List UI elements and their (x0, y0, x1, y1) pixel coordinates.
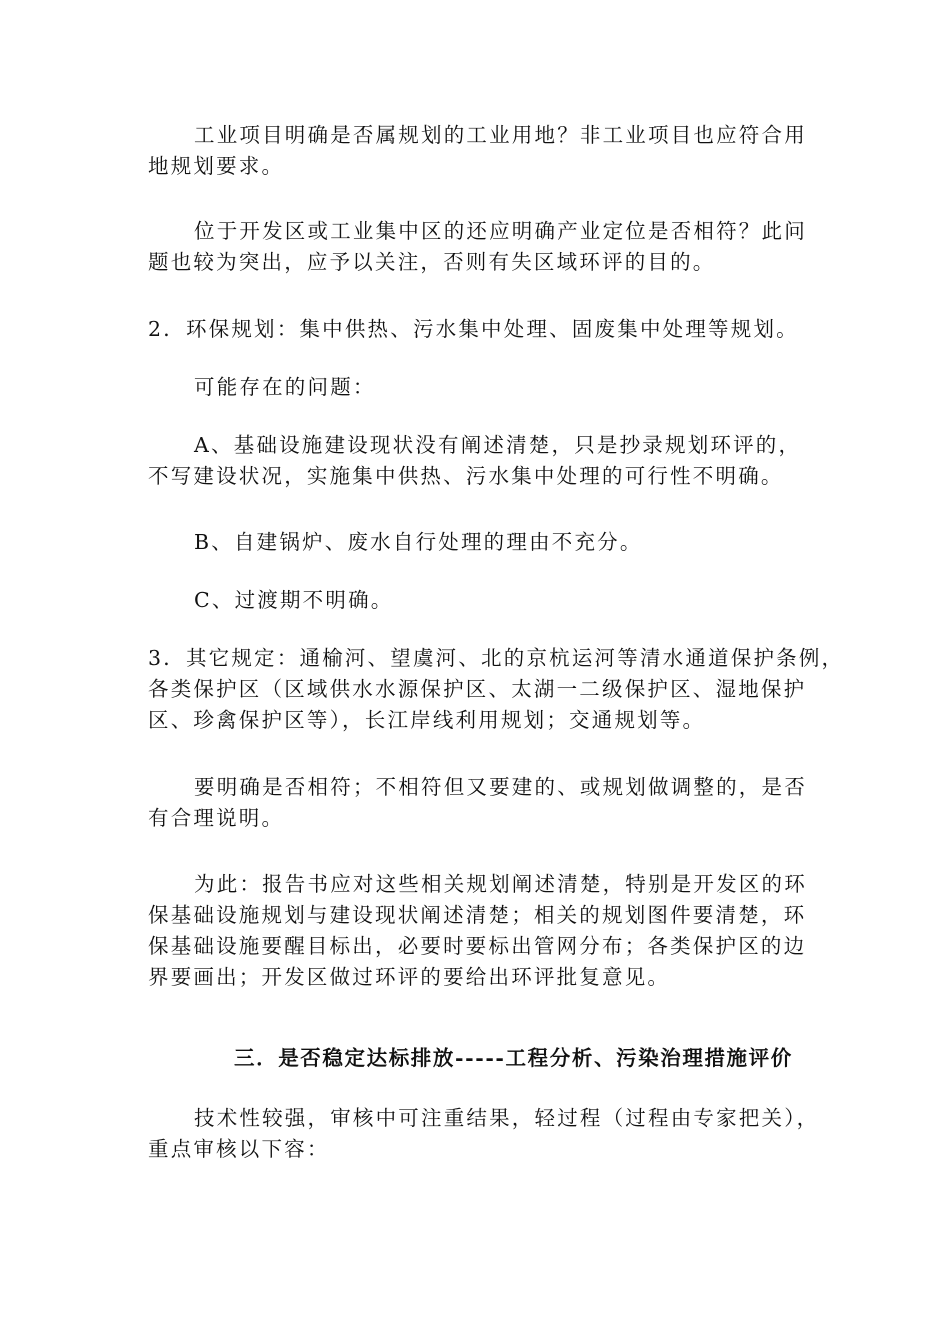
paragraph-line: 各类保护区（区域供水水源保护区、太湖一二级保护区、湿地保护 (148, 677, 807, 701)
section-heading: 三．是否稳定达标排放-----工程分析、污染治理措施评价 (234, 1046, 793, 1070)
paragraph-line: B、自建锅炉、废水自行处理的理由不充分。 (194, 530, 643, 554)
paragraph-line: 保基础设施要醒目标出，必要时要标出管网分布；各类保护区的边 (148, 934, 807, 958)
paragraph-line: 要明确是否相符；不相符但又要建的、或规划做调整的，是否 (194, 775, 807, 799)
paragraph-line: 为此：报告书应对这些相关规划阐述清楚，特别是开发区的环 (194, 872, 807, 896)
paragraph-line: 2．环保规划：集中供热、污水集中处理、固废集中处理等规划。 (148, 317, 799, 341)
paragraph-line: 保基础设施规划与建设现状阐述清楚；相关的规划图件要清楚，环 (148, 903, 807, 927)
paragraph-line: 区、珍禽保护区等），长江岸线利用规划；交通规划等。 (148, 708, 706, 732)
paragraph-other-regulations (148, 643, 845, 736)
paragraph-issue-a (148, 430, 808, 492)
paragraph-line: C、过渡期不明确。 (194, 588, 394, 612)
paragraph-line: 技术性较强，审核中可注重结果，轻过程（过程由专家把关）， (194, 1106, 820, 1130)
paragraph-industry-positioning (148, 216, 808, 278)
paragraph-consistency (148, 772, 808, 834)
paragraph-technical-review (148, 1103, 820, 1165)
paragraph-line: 界要画出；开发区做过环评的要给出环评批复意见。 (148, 965, 671, 989)
paragraph-line: 重点审核以下容： (148, 1137, 330, 1161)
paragraph-environmental-planning (148, 314, 808, 345)
paragraph-line: 有合理说明。 (148, 806, 285, 830)
paragraph-line: 地规划要求。 (148, 154, 285, 178)
paragraph-line: 可能存在的问题： (194, 375, 376, 399)
paragraph-line: 题也较为突出，应予以关注，否则有失区域环评的目的。 (148, 250, 716, 274)
paragraph-line: 不写建设状况，实施集中供热、污水集中处理的可行性不明确。 (148, 464, 784, 488)
paragraph-report-requirements (148, 869, 808, 993)
paragraph-line: 位于开发区或工业集中区的还应明确产业定位是否相符？此问 (194, 219, 807, 243)
paragraph-line: 工业项目明确是否属规划的工业用地？非工业项目也应符合用 (194, 123, 807, 147)
paragraph-possible-issues (148, 372, 808, 403)
paragraph-industrial-land (148, 120, 808, 182)
paragraph-issue-c (148, 585, 808, 616)
paragraph-line: A、基础设施建设现状没有阐述清楚，只是抄录规划环评的， (194, 433, 802, 457)
paragraph-line: 3．其它规定：通榆河、望虞河、北的京杭运河等清水通道保护条例， (148, 646, 845, 670)
paragraph-issue-b (148, 527, 808, 558)
